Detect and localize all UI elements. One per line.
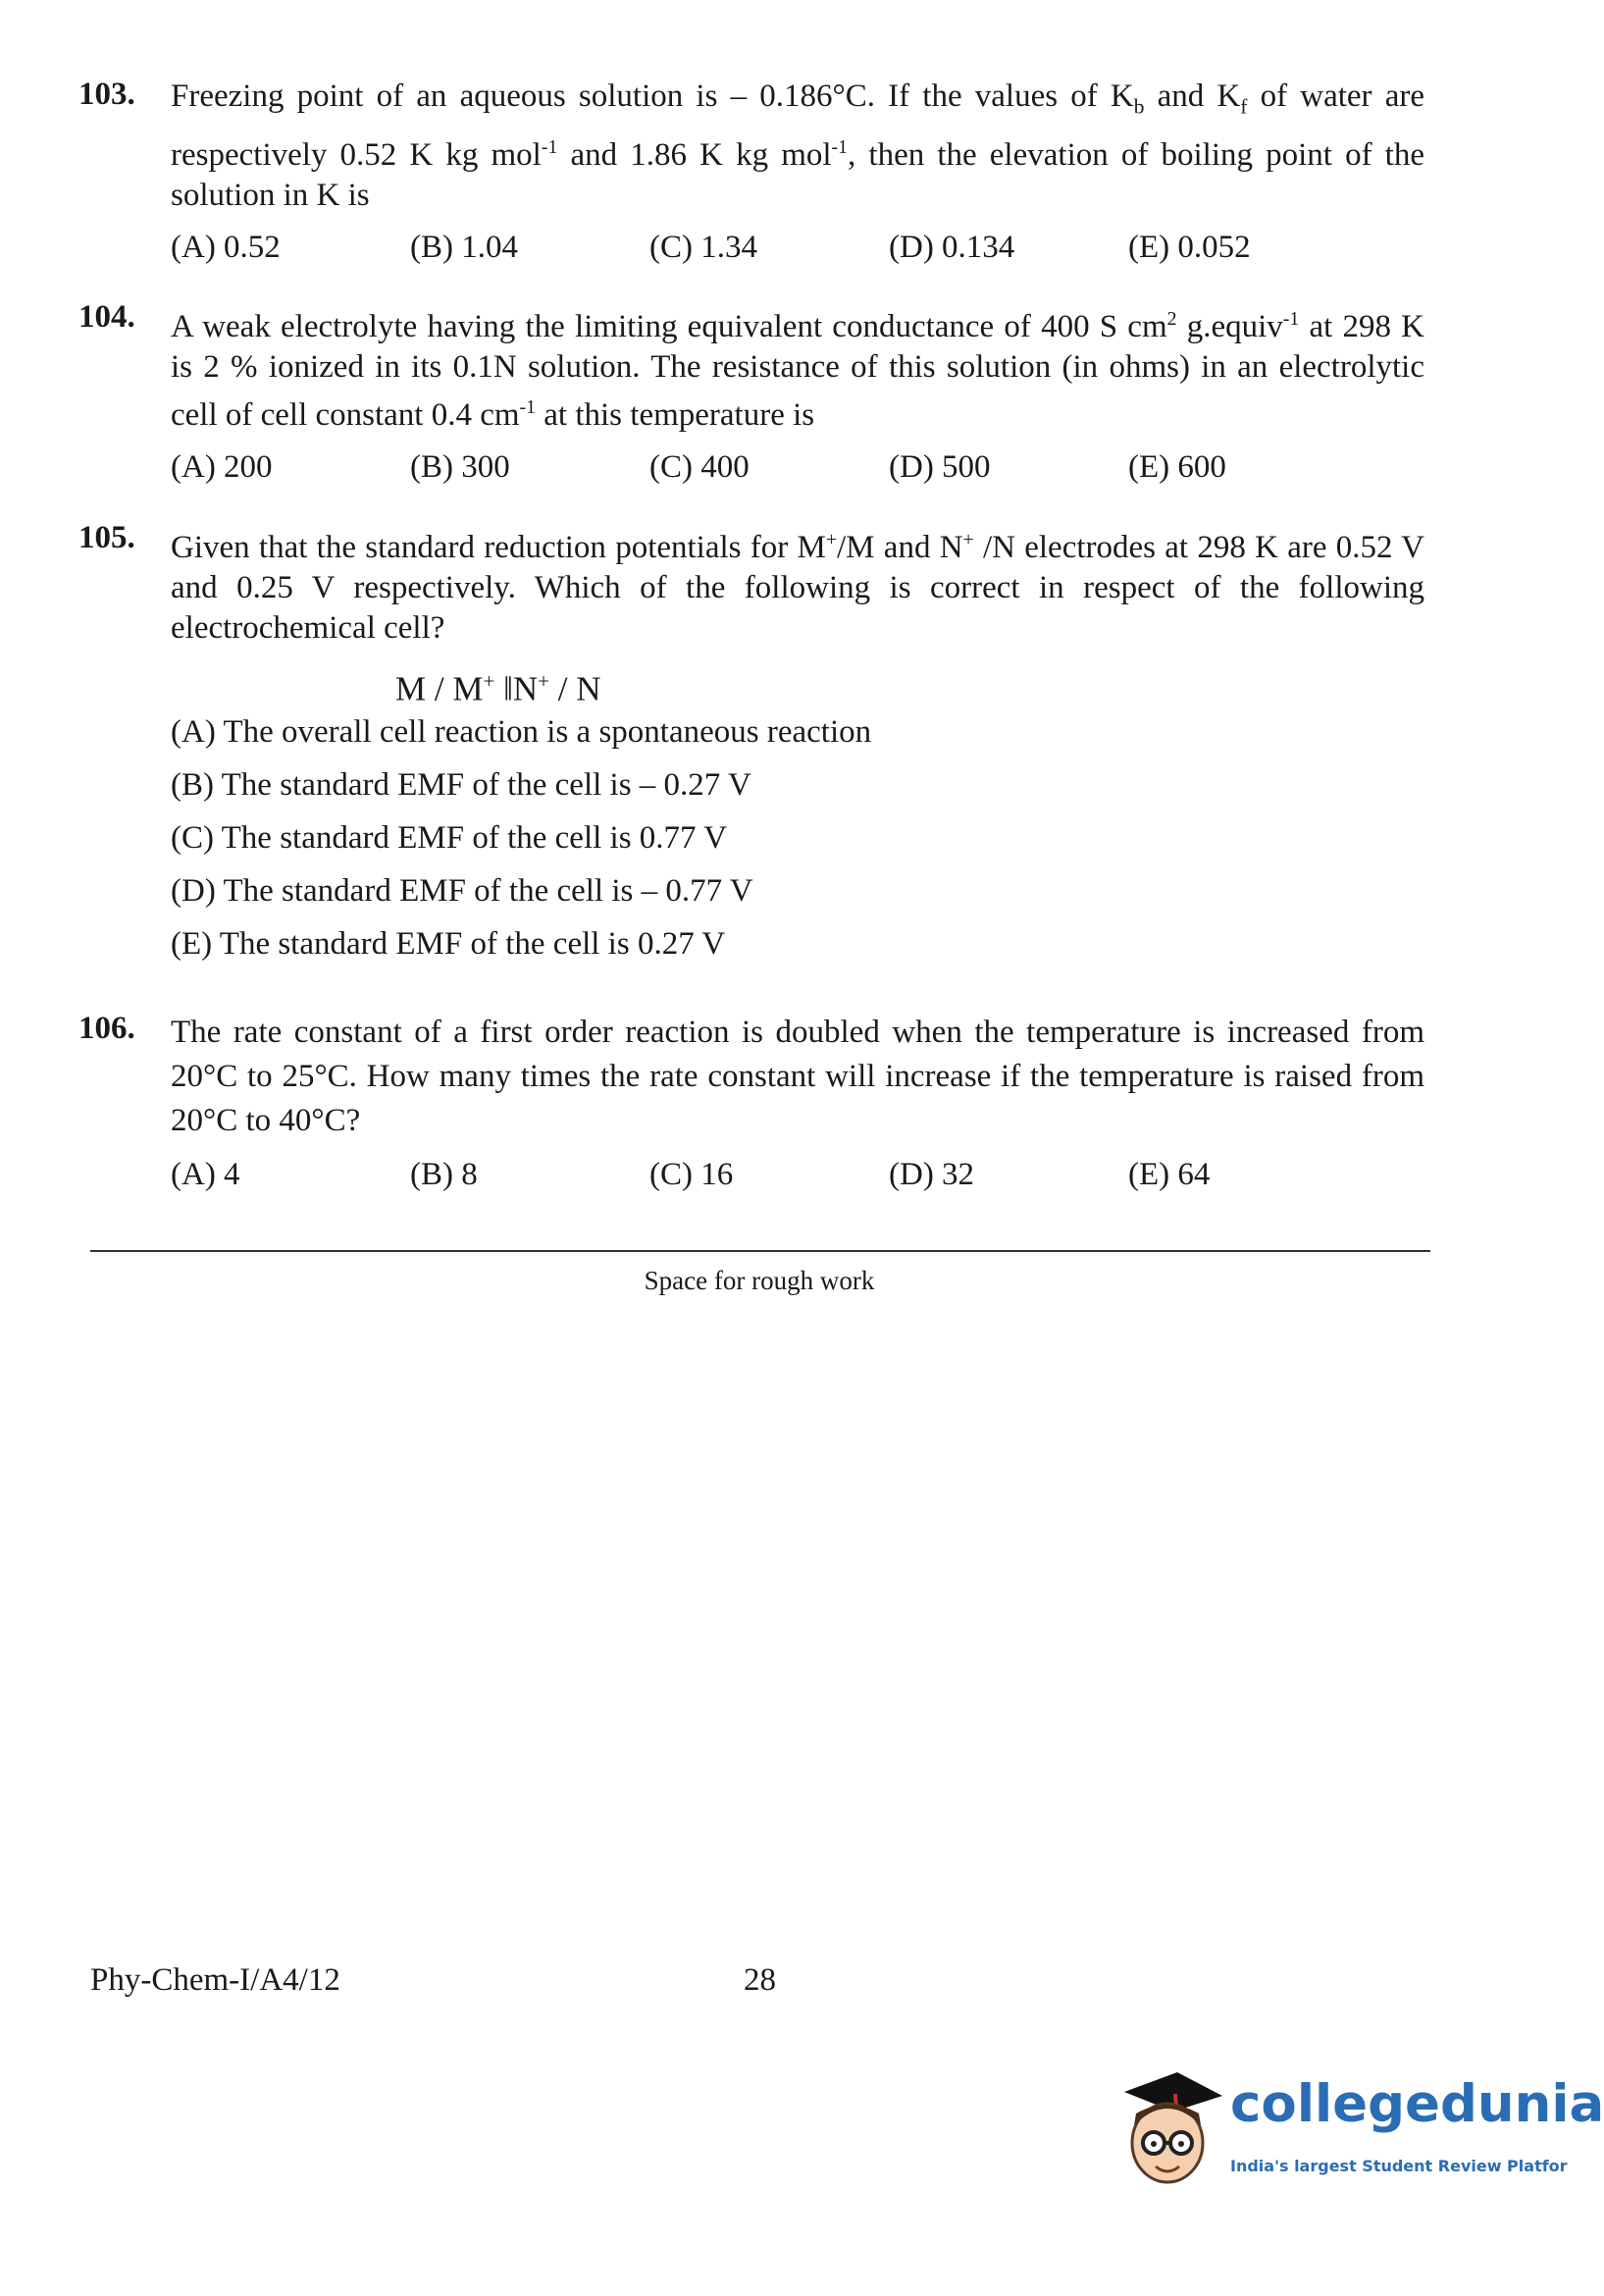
brand-name: collegedunia [1230, 2074, 1604, 2134]
option-b[interactable]: (B) 300 [410, 449, 510, 485]
option-a[interactable]: (A) 200 [171, 449, 273, 485]
options-row [171, 449, 1424, 490]
options-row [171, 230, 1424, 270]
option-c[interactable]: (C) 16 [649, 1157, 734, 1192]
page-number: 28 [744, 1962, 776, 1998]
question-104 [78, 299, 1424, 490]
option-d[interactable]: (D) 32 [889, 1157, 975, 1192]
question-103 [78, 77, 1424, 270]
option-d[interactable]: (D) The standard EMF of the cell is – 0.77 V [171, 873, 753, 909]
option-e[interactable]: (E) 600 [1128, 449, 1226, 485]
brand-tagline: India's largest Student Review Platfor [1230, 2157, 1568, 2175]
divider [90, 1250, 1430, 1252]
paper-code: Phy-Chem-I/A4/12 [90, 1962, 340, 1998]
option-c[interactable]: (C) 400 [649, 449, 750, 485]
question-number: 105. [78, 520, 135, 555]
cell-notation: M / M+ ‖N+ / N [395, 669, 601, 708]
option-c[interactable]: (C) The standard EMF of the cell is 0.77 V [171, 820, 728, 856]
option-a[interactable]: (A) The overall cell reaction is a spontaneous reaction [171, 714, 872, 750]
question-text: Freezing point of an aqueous solution is – 0.186°C. If the values of $K_b$ and $K_f$ of water are respectively 0.52 K kg mol$^{-1}$ and 1.86 K kg mol$^{-1}$, then the elevation of boiling point of the solution in K is [171, 78, 1425, 213]
option-c[interactable]: (C) 1.34 [649, 229, 757, 265]
question-text: Given that the standard reduction potentials for M+/M and N+ /N electrodes at 298 K are 0.52 V and 0.25 V respectively. Which of the following is correct in respect of the following electrochemical cell? [171, 529, 1424, 646]
option-b[interactable]: (B) 1.04 [410, 229, 518, 265]
option-d[interactable]: (D) 500 [889, 449, 991, 485]
question-text: A weak electrolyte having the limiting equivalent conductance of 400 S $cm^2$ g.equiv$^{-1}$ at 298 K is 2 % ionized in its 0.1N solution. The resistance of this solution (in ohms) in an electrolytic cell of cell constant 0.4 $cm^{-1}$ at this temperature is [171, 308, 1424, 433]
question-text: The rate constant of a first order reaction is doubled when the temperature is increased from 20°C to 25°C. How many times the rate constant will increase if the temperature is raised from 20°C to 40°C? [171, 1015, 1424, 1138]
option-e[interactable]: (E) 64 [1128, 1157, 1211, 1192]
option-d[interactable]: (D) 0.134 [889, 229, 1015, 265]
rough-work-label: Space for rough work [644, 1266, 875, 1295]
question-105 [78, 520, 1424, 970]
question-number: 106. [78, 1011, 135, 1046]
option-a[interactable]: (A) 4 [171, 1157, 240, 1192]
question-number: 103. [78, 77, 135, 112]
question-106 [78, 1011, 1424, 1197]
options-row [171, 1157, 1424, 1197]
option-e[interactable]: (E) The standard EMF of the cell is 0.27 V [171, 926, 726, 962]
watermark-logo [1116, 2066, 1604, 2194]
option-b[interactable]: (B) The standard EMF of the cell is – 0.27 V [171, 767, 751, 803]
option-b[interactable]: (B) 8 [410, 1157, 478, 1192]
question-number: 104. [78, 299, 135, 335]
option-a[interactable]: (A) 0.52 [171, 229, 281, 265]
mascot-icon [1116, 2066, 1224, 2194]
option-e[interactable]: (E) 0.052 [1128, 229, 1251, 265]
